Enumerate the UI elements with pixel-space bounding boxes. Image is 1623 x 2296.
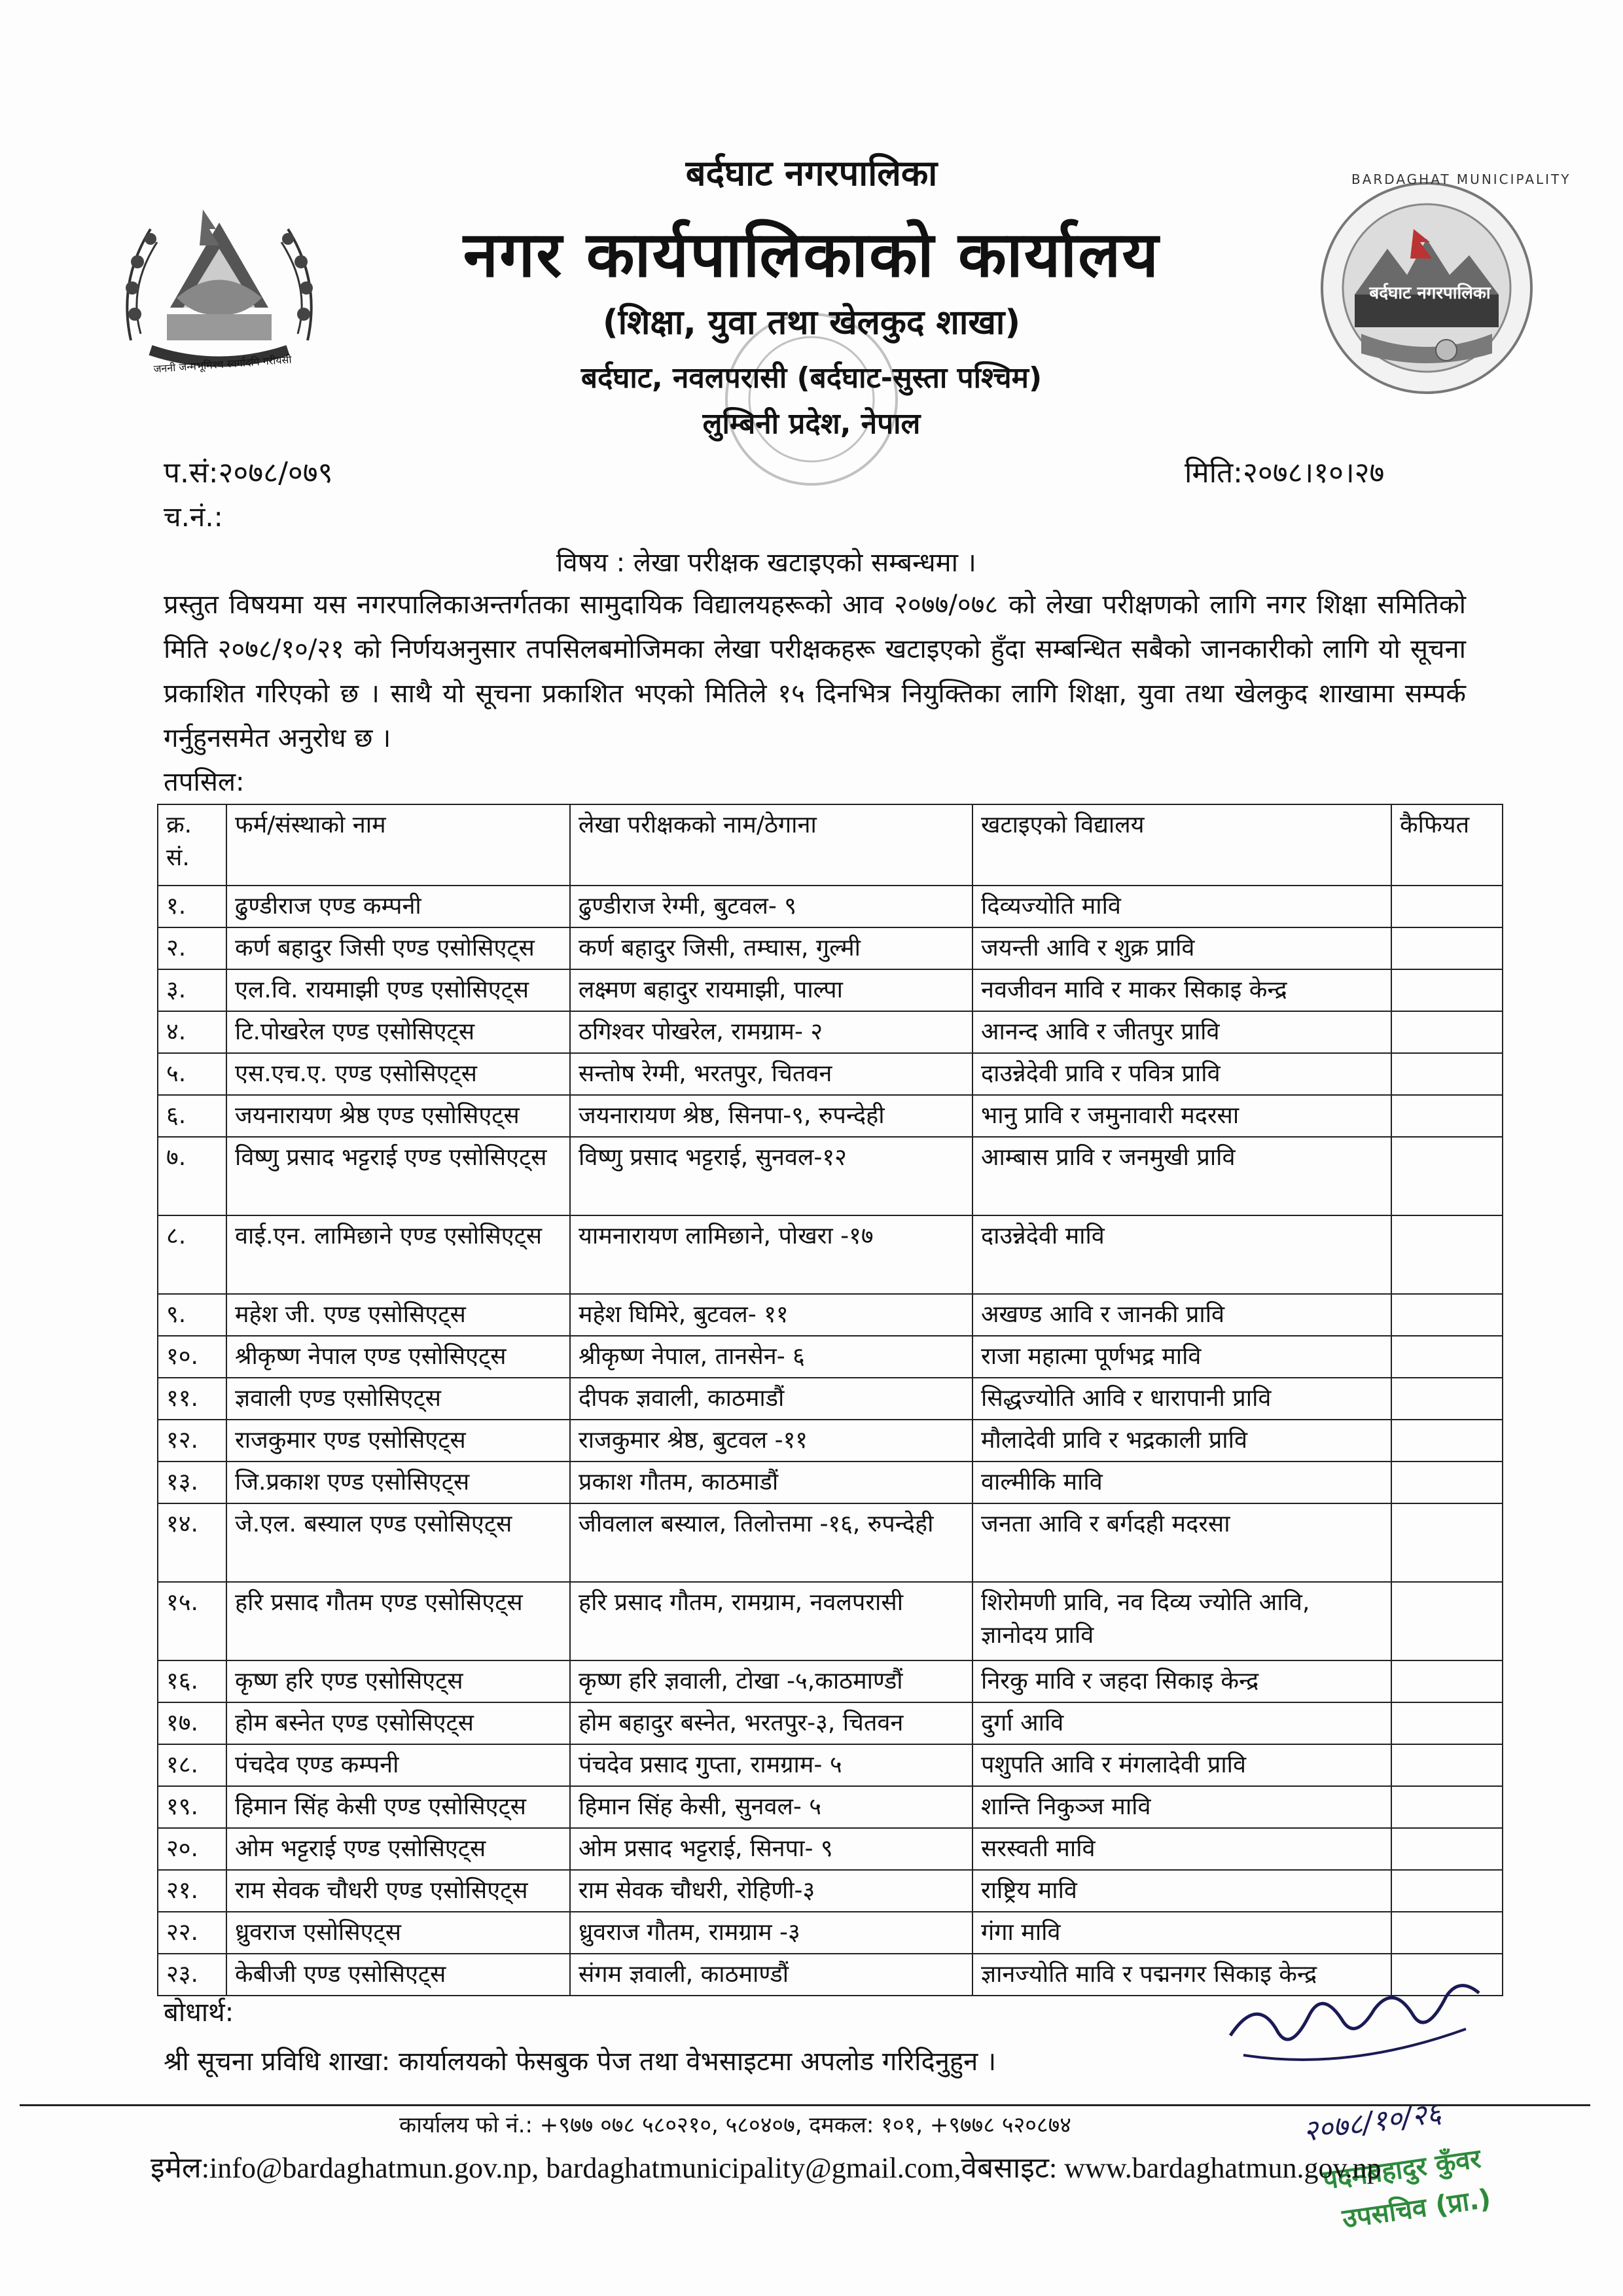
cell-school: वाल्मीकि मावि <box>972 1462 1391 1503</box>
cell-school: नवजीवन मावि र माकर सिकाइ केन्द्र <box>972 969 1391 1011</box>
cell-firm: टि.पोखरेल एण्ड एसोसिएट्स <box>226 1011 570 1053</box>
table-row <box>158 1215 1503 1294</box>
table-row <box>158 969 1503 1011</box>
table-row <box>158 1702 1503 1744</box>
cell-sn: २१. <box>158 1870 226 1912</box>
table-row <box>158 1912 1503 1954</box>
cell-school: दुर्गा आवि <box>972 1702 1391 1744</box>
cell-sn: ५. <box>158 1053 226 1095</box>
coat-of-arms-ribbon-text: जननी जन्मभूमिश्च स्वर्गादपि गरीयसी <box>152 353 293 376</box>
cell-school: दिव्यज्योति मावि <box>972 886 1391 927</box>
cell-sn: १. <box>158 886 226 927</box>
cell-auditor: कृष्ण हरि ज्ञवाली, टोखा -५,काठमाण्डौं <box>570 1660 972 1702</box>
cell-auditor: हरि प्रसाद गौतम, रामग्राम, नवलपरासी <box>570 1582 972 1660</box>
column-header-school: खटाइएको विद्यालय <box>972 804 1391 886</box>
cell-school: अखण्ड आवि र जानकी प्रावि <box>972 1294 1391 1336</box>
cc-label: बोधार्थ: <box>164 1998 234 2028</box>
cell-remarks <box>1391 927 1503 969</box>
table-row <box>158 1137 1503 1215</box>
cell-remarks <box>1391 1462 1503 1503</box>
cell-auditor: लक्ष्मण बहादुर रायमाझी, पाल्पा <box>570 969 972 1011</box>
cell-school: दाउन्नेदेवी प्रावि र पवित्र प्रावि <box>972 1053 1391 1095</box>
cell-remarks <box>1391 1503 1503 1582</box>
logo-banner-text: बर्दघाट नगरपालिका <box>1369 283 1491 303</box>
cell-firm: ध्रुवराज एसोसिएट्स <box>226 1912 570 1954</box>
cell-auditor: ओम प्रसाद भट्टराई, सिनपा- ९ <box>570 1828 972 1870</box>
table-body <box>158 886 1503 1996</box>
cell-school: सरस्वती मावि <box>972 1828 1391 1870</box>
cell-auditor: होम बहादुर बस्नेत, भरतपुर-३, चितवन <box>570 1702 972 1744</box>
cell-sn: ६. <box>158 1095 226 1137</box>
cell-sn: १५. <box>158 1582 226 1660</box>
cell-sn: १२. <box>158 1420 226 1462</box>
cell-sn: ८. <box>158 1215 226 1294</box>
logo-arc-text: BARDAGHAT MUNICIPALITY <box>1351 171 1571 187</box>
cell-sn: २. <box>158 927 226 969</box>
table-row <box>158 1828 1503 1870</box>
cell-auditor: ध्रुवराज गौतम, रामग्राम -३ <box>570 1912 972 1954</box>
cell-firm: होम बस्नेत एण्ड एसोसिएट्स <box>226 1702 570 1744</box>
cell-school: जनता आवि र बर्गदही मदरसा <box>972 1503 1391 1582</box>
cell-sn: २३. <box>158 1954 226 1996</box>
cell-sn: ४. <box>158 1011 226 1053</box>
cell-school: भानु प्रावि र जमुनावारी मदरसा <box>972 1095 1391 1137</box>
table-row <box>158 1503 1503 1582</box>
office-name: नगर कार्यपालिकाको कार्यालय <box>463 218 1160 291</box>
cell-remarks <box>1391 1336 1503 1378</box>
table-row <box>158 1336 1503 1378</box>
cell-auditor: संगम ज्ञवाली, काठमाण्डौं <box>570 1954 972 1996</box>
cell-school: दाउन्नेदेवी मावि <box>972 1215 1391 1294</box>
cell-firm: जि.प्रकाश एण्ड एसोसिएट्स <box>226 1462 570 1503</box>
cell-school: सिद्धज्योति आवि र धारापानी प्रावि <box>972 1378 1391 1420</box>
letter-body: प्रस्तुत विषयमा यस नगरपालिकाअन्तर्गतका सामुदायिक विद्यालयहरूको आव २०७७/०७८ को लेखा परीक्षणको लागि नगर शिक्षा समितिको मिति २०७८/१०/२१ को निर्णयअनुसार तपसिलबमोजिमका लेखा परीक्षकहरू खटाइएको हुँदा सम्बन्धित सबैको जानकारीको लागि यो सूचना प्रकाशित गरिएको छ । साथै यो सूचना प्रकाशित भएको मितिले १५ दिनभित्र नियुक्तिका लागि शिक्षा, युवा तथा खेलकुद शाखामा सम्पर्क गर्नुहुनसमेत अनुरोध छ । <box>164 590 1466 753</box>
table-row <box>158 1294 1503 1336</box>
letter-subject: विषय : लेखा परीक्षक खटाइएको सम्बन्धमा । <box>556 548 976 578</box>
cell-school: आम्बास प्रावि र जनमुखी प्रावि <box>972 1137 1391 1215</box>
cell-auditor: यामनारायण लामिछाने, पोखरा -१७ <box>570 1215 972 1294</box>
cell-auditor: दीपक ज्ञवाली, काठमाडौं <box>570 1378 972 1420</box>
cell-auditor: विष्णु प्रसाद भट्टराई, सुनवल-१२ <box>570 1137 972 1215</box>
cell-remarks <box>1391 1011 1503 1053</box>
cell-school: ज्ञानज्योति मावि र पद्मनगर सिकाइ केन्द्र <box>972 1954 1391 1996</box>
cell-firm: एल.वि. रायमाझी एण्ड एसोसिएट्स <box>226 969 570 1011</box>
cell-remarks <box>1391 1786 1503 1828</box>
cell-auditor: प्रकाश गौतम, काठमाडौं <box>570 1462 972 1503</box>
official-stamp-title: उपसचिव (प्रा.) <box>1340 2183 1493 2234</box>
cell-school: मौलादेवी प्रावि र भद्रकाली प्रावि <box>972 1420 1391 1462</box>
cell-firm: जे.एल. बस्याल एण्ड एसोसिएट्स <box>226 1503 570 1582</box>
cell-auditor: राम सेवक चौधरी, रोहिणी-३ <box>570 1870 972 1912</box>
table-row <box>158 1420 1503 1462</box>
cell-firm: वाई.एन. लामिछाने एण्ड एसोसिएट्स <box>226 1215 570 1294</box>
cell-remarks <box>1391 1053 1503 1095</box>
table-row <box>158 886 1503 927</box>
cell-sn: २०. <box>158 1828 226 1870</box>
cell-auditor: हिमान सिंह केसी, सुनवल- ५ <box>570 1786 972 1828</box>
table-row <box>158 1053 1503 1095</box>
column-header-sn: क्र. सं. <box>158 804 226 886</box>
cell-school: गंगा मावि <box>972 1912 1391 1954</box>
cell-remarks <box>1391 1294 1503 1336</box>
cell-sn: १९. <box>158 1786 226 1828</box>
cell-firm: राम सेवक चौधरी एण्ड एसोसिएट्स <box>226 1870 570 1912</box>
cell-firm: राजकुमार एण्ड एसोसिएट्स <box>226 1420 570 1462</box>
column-header-auditor: लेखा परीक्षकको नाम/ठेगाना <box>570 804 972 886</box>
cell-auditor: महेश घिमिरे, बुटवल- ११ <box>570 1294 972 1336</box>
cell-firm: श्रीकृष्ण नेपाल एण्ड एसोसिएट्स <box>226 1336 570 1378</box>
footer-phone-numbers: कार्यालय फो नं.: +९७७ ०७८ ५८०२१०, ५८०४०७, दमकल: १०१, +९७७८ ५२०८७४ <box>399 2112 1071 2138</box>
details-label: तपसिल: <box>164 767 245 797</box>
cell-firm: पंचदेव एण्ड कम्पनी <box>226 1744 570 1786</box>
cell-firm: ज्ञवाली एण्ड एसोसिएट्स <box>226 1378 570 1420</box>
cell-sn: ३. <box>158 969 226 1011</box>
cell-school: राष्ट्रिय मावि <box>972 1870 1391 1912</box>
cell-remarks <box>1391 1420 1503 1462</box>
table-row <box>158 1582 1503 1660</box>
province-name: लुम्बिनी प्रदेश, नेपाल <box>702 407 921 440</box>
cell-remarks <box>1391 1744 1503 1786</box>
cell-remarks <box>1391 1912 1503 1954</box>
cell-remarks <box>1391 1137 1503 1215</box>
cell-school: जयन्ती आवि र शुक्र प्रावि <box>972 927 1391 969</box>
cell-sn: १०. <box>158 1336 226 1378</box>
cell-firm: कृष्ण हरि एण्ड एसोसिएट्स <box>226 1660 570 1702</box>
cell-sn: १७. <box>158 1702 226 1744</box>
column-header-firm: फर्म/संस्थाको नाम <box>226 804 570 886</box>
cell-school: निरकु मावि र जहदा सिकाइ केन्द्र <box>972 1660 1391 1702</box>
cell-remarks <box>1391 1095 1503 1137</box>
cell-sn: ११. <box>158 1378 226 1420</box>
table-row <box>158 1095 1503 1137</box>
footer-email-website: इमेल:info@bardaghatmun.gov.np, bardaghatmunicipality@gmail.com,वेबसाइट: www.bardaghatmun.gov.np <box>151 2152 1382 2184</box>
cell-auditor: पंचदेव प्रसाद गुप्ता, रामग्राम- ५ <box>570 1744 972 1786</box>
table-header-row <box>158 804 1503 886</box>
signature-date: २०७८/१०/२६ <box>1300 2096 1444 2149</box>
cell-remarks <box>1391 1702 1503 1744</box>
cell-auditor: ढुण्डीराज रेग्मी, बुटवल- ९ <box>570 886 972 927</box>
footer-divider <box>20 2104 1590 2106</box>
cell-auditor: श्रीकृष्ण नेपाल, तानसेन- ६ <box>570 1336 972 1378</box>
cell-remarks <box>1391 1828 1503 1870</box>
cell-auditor: कर्ण बहादुर जिसी, तम्घास, गुल्मी <box>570 927 972 969</box>
cell-auditor: ठगिश्वर पोखरेल, रामग्राम- २ <box>570 1011 972 1053</box>
table-row <box>158 1870 1503 1912</box>
cell-remarks <box>1391 886 1503 927</box>
table-row <box>158 1378 1503 1420</box>
table-row <box>158 1660 1503 1702</box>
cell-firm: कर्ण बहादुर जिसी एण्ड एसोसिएट्स <box>226 927 570 969</box>
cell-remarks <box>1391 1215 1503 1294</box>
cell-firm: जयनारायण श्रेष्ठ एण्ड एसोसिएट्स <box>226 1095 570 1137</box>
cell-remarks <box>1391 1870 1503 1912</box>
cell-sn: ९. <box>158 1294 226 1336</box>
cell-firm: ओम भट्टराई एण्ड एसोसिएट्स <box>226 1828 570 1870</box>
section-name: (शिक्षा, युवा तथा खेलकुद शाखा) <box>602 303 1021 342</box>
cell-school: आनन्द आवि र जीतपुर प्रावि <box>972 1011 1391 1053</box>
cell-remarks <box>1391 1582 1503 1660</box>
cell-school: शान्ति निकुञ्ज मावि <box>972 1786 1391 1828</box>
cell-sn: १६. <box>158 1660 226 1702</box>
table-row <box>158 1011 1503 1053</box>
cell-remarks <box>1391 1660 1503 1702</box>
cell-remarks <box>1391 1378 1503 1420</box>
official-stamp-name: पदमबहादुर कुँवर <box>1321 2144 1483 2196</box>
letter-reference-number: प.सं:२०७८/०७९ <box>164 456 333 490</box>
cell-auditor: सन्तोष रेग्मी, भरतपुर, चितवन <box>570 1053 972 1095</box>
dispatch-number: च.नं.: <box>164 501 223 533</box>
table-row <box>158 1462 1503 1503</box>
table-row <box>158 1786 1503 1828</box>
cell-firm: महेश जी. एण्ड एसोसिएट्स <box>226 1294 570 1336</box>
cell-firm: विष्णु प्रसाद भट्टराई एण्ड एसोसिएट्स <box>226 1137 570 1215</box>
cell-school: पशुपति आवि र मंगलादेवी प्रावि <box>972 1744 1391 1786</box>
cell-auditor: जयनारायण श्रेष्ठ, सिनपा-९, रुपन्देही <box>570 1095 972 1137</box>
cell-school: शिरोमणी प्रावि, नव दिव्य ज्योति आवि, ज्ञानोदय प्रावि <box>972 1582 1391 1660</box>
auditor-assignment-table <box>157 804 1503 1996</box>
cell-sn: १३. <box>158 1462 226 1503</box>
table-row <box>158 1744 1503 1786</box>
cell-school: राजा महात्मा पूर्णभद्र मावि <box>972 1336 1391 1378</box>
cell-firm: हिमान सिंह केसी एण्ड एसोसिएट्स <box>226 1786 570 1828</box>
cell-firm: एस.एच.ए. एण्ड एसोसिएट्स <box>226 1053 570 1095</box>
cc-information-line: श्री सूचना प्रविधि शाखा: कार्यालयको फेसबुक पेज तथा वेभसाइटमा अपलोड गरिदिनुहुन । <box>164 2047 997 2077</box>
municipality-name: बर्दघाट नगरपालिका <box>685 152 938 194</box>
cell-auditor: राजकुमार श्रेष्ठ, बुटवल -११ <box>570 1420 972 1462</box>
office-address: बर्दघाट, नवलपरासी (बर्दघाट-सुस्ता पश्चिम) <box>580 361 1043 395</box>
column-header-remarks: कैफियत <box>1391 804 1503 886</box>
cell-firm: ढुण्डीराज एण्ड कम्पनी <box>226 886 570 927</box>
letter-date: मिति:२०७८।१०।२७ <box>1185 456 1385 490</box>
cell-auditor: जीवलाल बस्याल, तिलोत्तमा -१६, रुपन्देही <box>570 1503 972 1582</box>
cell-firm: केबीजी एण्ड एसोसिएट्स <box>226 1954 570 1996</box>
table-row <box>158 927 1503 969</box>
cell-sn: २२. <box>158 1912 226 1954</box>
cell-firm: हरि प्रसाद गौतम एण्ड एसोसिएट्स <box>226 1582 570 1660</box>
cell-sn: ७. <box>158 1137 226 1215</box>
cell-sn: १४. <box>158 1503 226 1582</box>
cell-remarks <box>1391 969 1503 1011</box>
cell-sn: १८. <box>158 1744 226 1786</box>
